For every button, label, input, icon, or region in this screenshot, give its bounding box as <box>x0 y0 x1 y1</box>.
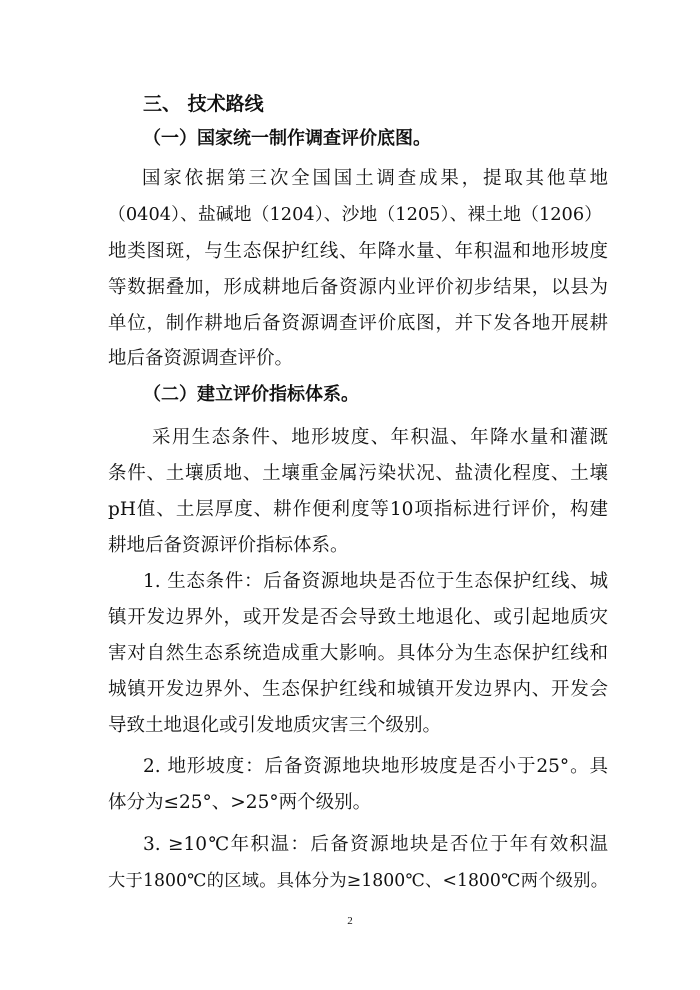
paragraph-1-line: 国家依据第三次全国国土调查成果，提取其他草地 <box>142 168 608 189</box>
item-1-line: 害对自然生态系统造成重大影响。具体分为生态保护红线和 <box>108 643 608 664</box>
paragraph-1-line: 等数据叠加，形成耕地后备资源内业评价初步结果，以县为 <box>108 277 608 298</box>
paragraph-1-line: （0404）、盐碱地（1204）、沙地（1205）、裸土地（1206） <box>108 205 602 225</box>
paragraph-2-line: 条件、土壤质地、土壤重金属污染状况、盐渍化程度、土壤 <box>108 463 608 484</box>
item-1-line: 镇开发边界外，或开发是否会导致土地退化、或引起地质灾 <box>108 607 608 628</box>
paragraph-1-line: 地后备资源调查评价。 <box>108 348 294 369</box>
subsection-heading-1: （一）国家统一制作调查评价底图。 <box>143 128 431 149</box>
item-1-line: 1. 生态条件：后备资源地块是否位于生态保护红线、城 <box>143 571 608 592</box>
subsection-heading-2: （二）建立评价指标体系。 <box>143 384 359 405</box>
item-2-line: 2. 地形坡度：后备资源地块地形坡度是否小于25°。具 <box>143 756 608 777</box>
item-1-line: 城镇开发边界外、生态保护红线和城镇开发边界内、开发会 <box>108 679 608 700</box>
section-heading: 三、 技术路线 <box>143 93 264 115</box>
paragraph-1-line: 单位，制作耕地后备资源调查评价底图，并下发各地开展耕 <box>108 313 608 334</box>
page-number: 2 <box>347 915 353 927</box>
paragraph-2-line: pH值、土层厚度、耕作便利度等10项指标进行评价，构建 <box>108 499 608 520</box>
item-3-line: 3. ≥10℃年积温：后备资源地块是否位于年有效积温 <box>143 834 608 855</box>
item-1-line: 导致土地退化或引发地质灾害三个级别。 <box>108 715 442 736</box>
paragraph-1-line: 地类图斑，与生态保护红线、年降水量、年积温和地形坡度 <box>108 241 608 262</box>
item-3-line: 大于1800℃的区域。具体分为≥1800℃、<1800℃两个级别。 <box>108 871 608 891</box>
paragraph-2-line: 采用生态条件、地形坡度、年积温、年降水量和灌溉 <box>152 427 608 448</box>
item-2-line: 体分为≤25°、>25°两个级别。 <box>108 792 372 813</box>
paragraph-2-line: 耕地后备资源评价指标体系。 <box>108 535 349 556</box>
